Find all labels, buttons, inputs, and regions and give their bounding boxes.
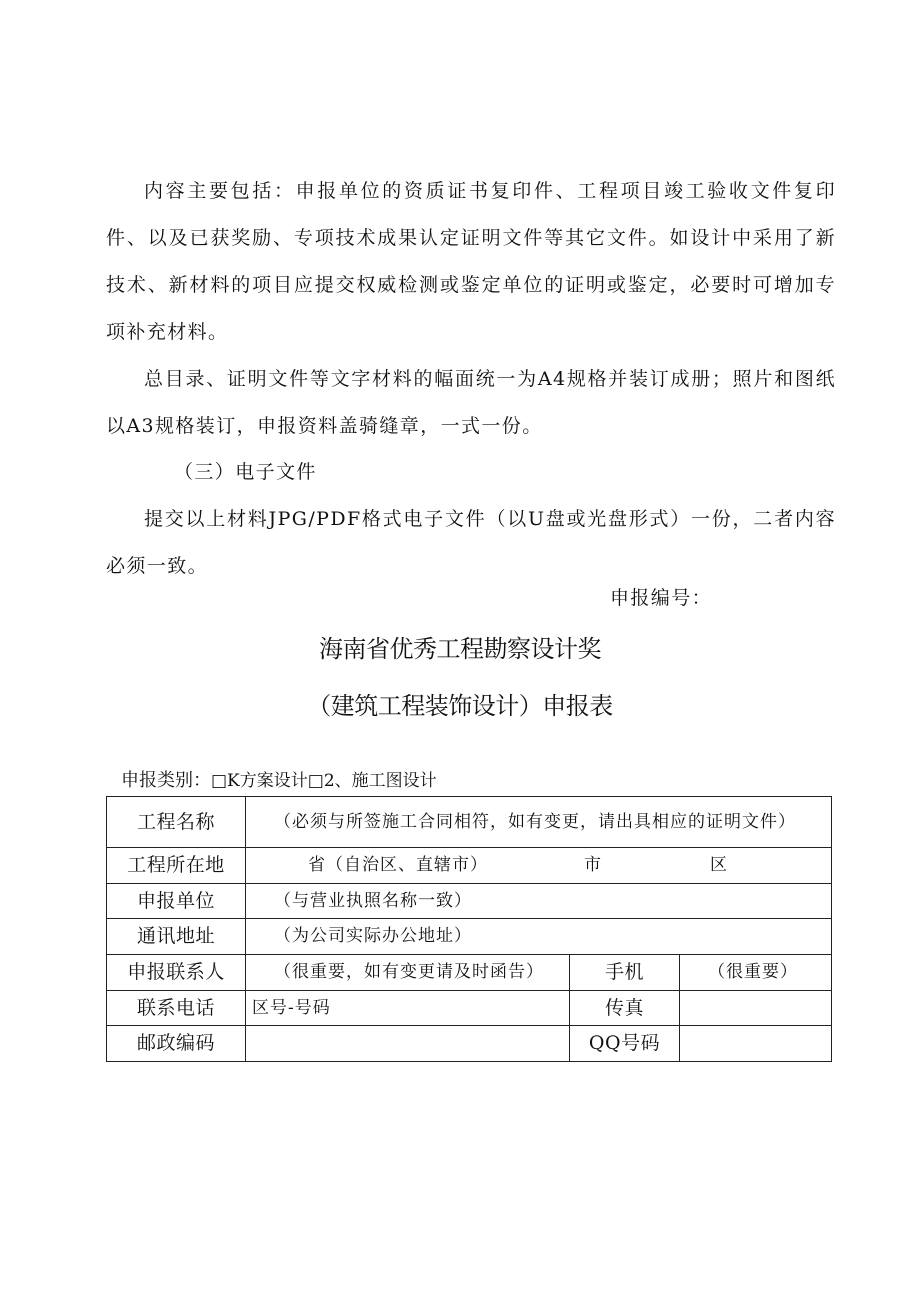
row-applicant-unit (107, 884, 832, 919)
project-name-label: 工程名称 (107, 797, 246, 848)
fax-field[interactable] (680, 991, 832, 1026)
application-category (121, 766, 437, 792)
row-address (107, 919, 832, 955)
row-project-location (107, 848, 832, 884)
project-location-field[interactable] (246, 848, 832, 884)
phone-field[interactable]: 区号-号码 (246, 991, 570, 1026)
row-postcode (107, 1026, 832, 1062)
location-district: 区 (710, 855, 728, 875)
location-province: 省（自治区、直辖市） (308, 855, 488, 875)
applicant-unit-label: 申报单位 (107, 884, 246, 919)
form-title-line1: 海南省优秀工程勘察设计奖 (319, 635, 601, 663)
fax-label: 传真 (570, 991, 680, 1026)
form-title-line2: （建筑工程装饰设计）申报表 (307, 692, 613, 720)
address-field[interactable]: （为公司实际办公地址） (246, 919, 832, 955)
paragraph-format-requirements: 总目录、证明文件等文字材料的幅面统一为A4规格并装订成册；照片和图纸以A3规格装订，申报资料盖骑缝章，一式一份。 (106, 368, 836, 437)
paragraph-electronic-files: 提交以上材料JPG/PDF格式电子文件（以U盘或光盘形式）一份，二者内容必须一致。 (106, 508, 836, 577)
application-number-label: 申报编号： (610, 587, 713, 609)
paragraph-materials-content: 内容主要包括：申报单位的资质证书复印件、工程项目竣工验收文件复印件、以及已获奖励、专项技术成果认定证明文件等其它文件。如设计中采用了新技术、新材料的项目应提交权威检测或鉴定单位的证明或鉴定，必要时可增加专项补充材料。 (106, 180, 836, 343)
mobile-field[interactable]: （很重要） (680, 955, 832, 991)
project-name-field[interactable]: （必须与所签施工合同相符，如有变更，请出具相应的证明文件） (246, 797, 832, 848)
postcode-label: 邮政编码 (107, 1026, 246, 1062)
contact-person-label: 申报联系人 (107, 955, 246, 991)
qq-label: QQ号码 (570, 1026, 680, 1062)
qq-field[interactable] (680, 1026, 832, 1062)
category-options[interactable]: □K方案设计□2、施工图设计 (211, 771, 437, 791)
mobile-label: 手机 (570, 955, 680, 991)
category-label: 申报类别： (121, 770, 211, 791)
contact-person-field[interactable]: （很重要，如有变更请及时函告） (246, 955, 570, 991)
section-heading-electronic-files: （三）电子文件 (174, 461, 317, 483)
address-label: 通讯地址 (107, 919, 246, 955)
row-contact-person (107, 955, 832, 991)
applicant-unit-field[interactable]: （与营业执照名称一致） (246, 884, 832, 919)
location-city: 市 (584, 855, 602, 875)
phone-label: 联系电话 (107, 991, 246, 1026)
row-phone (107, 991, 832, 1026)
postcode-field[interactable] (246, 1026, 570, 1062)
row-project-name (107, 797, 832, 848)
project-location-label: 工程所在地 (107, 848, 246, 884)
application-form-table (106, 796, 832, 1062)
